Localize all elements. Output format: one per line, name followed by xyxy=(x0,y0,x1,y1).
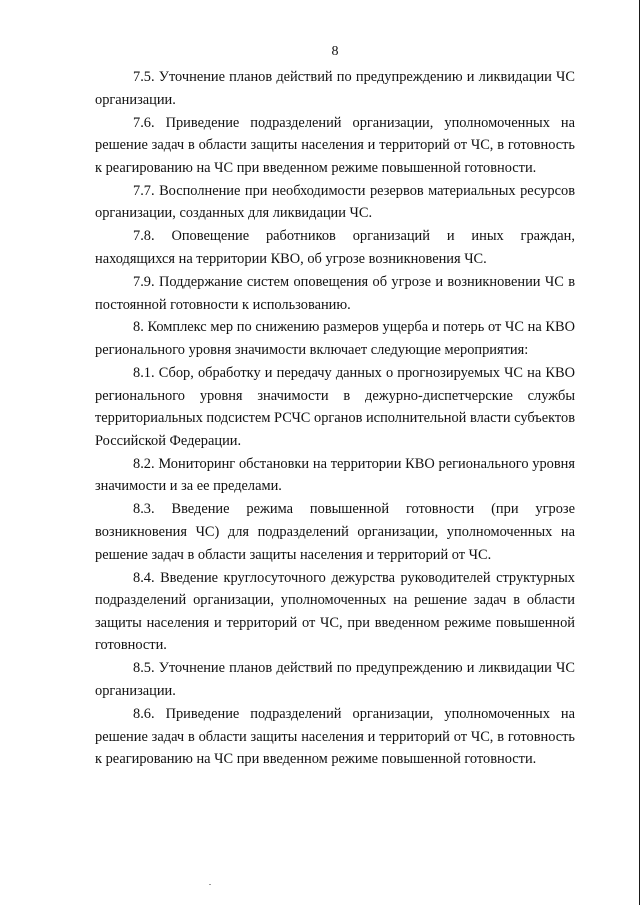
paragraph-8-4: 8.4. Введение круглосуточного дежурства руководителей структурных подразделений организации, уполномоченных на решение задач в области защиты населения и территорий от ЧС, при введенном режиме повышенной готовности. xyxy=(95,569,575,654)
paragraph-7-7: 7.7. Восполнение при необходимости резервов материальных ресурсов организации, созданных для ликвидации ЧС. xyxy=(95,182,575,222)
paragraph-8: 8. Комплекс мер по снижению размеров ущерба и потерь от ЧС на КВО регионального уровня значимости включает следующие мероприятия: xyxy=(95,319,575,359)
paragraph-8-1: 8.1. Сбор, обработку и передачу данных о прогнозируемых ЧС на КВО регионального уровня значимости в дежурно-диспетчерские службы территориальных подсистем РСЧС органов исполнительной власти субъектов Российской Федерации. xyxy=(95,365,576,449)
paragraph-8-2: 8.2. Мониторинг обстановки на территории КВО регионального уровня значимости и за ее пределами. xyxy=(95,455,575,495)
paragraph-7-9: 7.9. Поддержание систем оповещения об угрозе и возникновении ЧС в постоянной готовности к использованию. xyxy=(95,273,575,313)
paragraph-8-5: 8.5. Уточнение планов действий по предупреждению и ликвидации ЧС организации. xyxy=(95,660,575,699)
scan-speck xyxy=(209,884,211,885)
document-body xyxy=(95,66,575,771)
paragraph-7-5: 7.5. Уточнение планов действий по предупреждению и ликвидации ЧС организации. xyxy=(95,69,575,108)
paragraph-8-3: 8.3. Введение режима повышенной готовности (при угрозе возникновения ЧС) для подразделений организации, уполномоченных на решение задач в области защиты населения и территорий от ЧС. xyxy=(95,501,575,563)
paragraph-8-6: 8.6. Приведение подразделений организации, уполномоченных на решение задач в области защиты населения и территорий от ЧС, в готовность к реагированию на ЧС при введенном режиме повышенной готовности. xyxy=(95,705,575,768)
page-number: 8 xyxy=(331,44,339,59)
paragraph-7-6: 7.6. Приведение подразделений организации, уполномоченных на решение задач в области защиты населения и территорий от ЧС, в готовность к реагированию на ЧС при введенном режиме повышенной готовности. xyxy=(95,114,575,176)
paragraph-7-8: 7.8. Оповещение работников организаций и иных граждан, находящихся на территории КВО, об угрозе возникновения ЧС. xyxy=(95,228,575,267)
